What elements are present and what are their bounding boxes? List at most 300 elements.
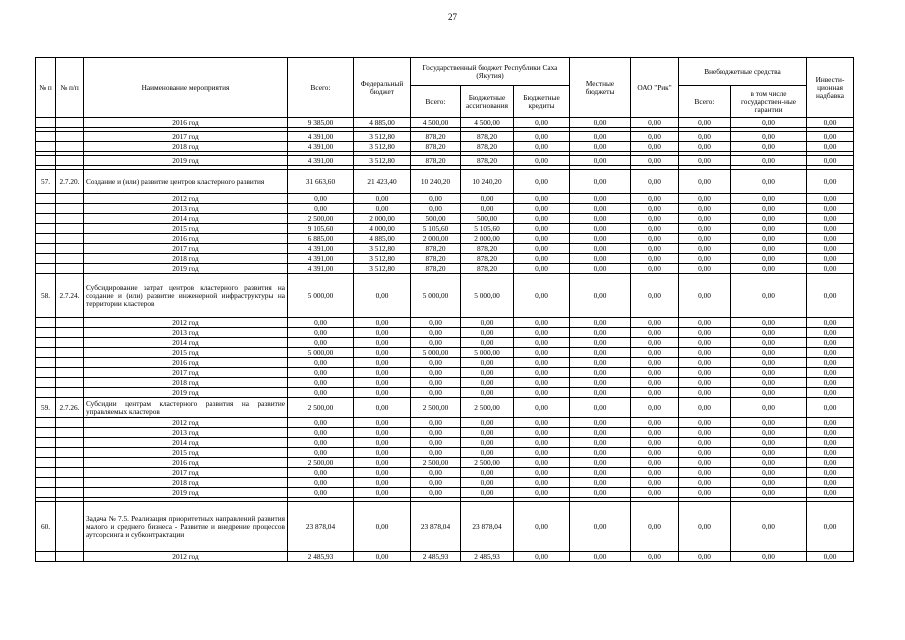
col-npp-header: № п/п (56, 58, 84, 118)
value-cell: 0,00 (631, 428, 679, 438)
empty-cell (56, 428, 84, 438)
year-label: 2012 год (84, 194, 288, 204)
value-cell: 0,00 (679, 398, 731, 418)
value-cell: 0,00 (570, 418, 631, 428)
value-cell: 0,00 (411, 368, 461, 378)
value-cell: 0,00 (731, 142, 807, 152)
value-cell: 0,00 (731, 328, 807, 338)
value-cell: 0,00 (679, 338, 731, 348)
empty-cell (36, 254, 56, 264)
value-cell: 0,00 (807, 224, 854, 234)
value-cell: 2 500,00 (288, 214, 354, 224)
value-cell: 0,00 (411, 478, 461, 488)
empty-cell (56, 338, 84, 348)
value-cell: 0,00 (514, 204, 570, 214)
value-cell: 0,00 (514, 338, 570, 348)
empty-cell (56, 358, 84, 368)
value-cell: 0,00 (631, 348, 679, 358)
value-cell: 0,00 (807, 488, 854, 498)
value-cell: 0,00 (514, 142, 570, 152)
value-cell: 6 885,00 (288, 234, 354, 244)
value-cell: 0,00 (288, 478, 354, 488)
budget-table (35, 57, 854, 562)
value-cell: 0,00 (514, 214, 570, 224)
empty-cell (56, 194, 84, 204)
value-cell: 0,00 (354, 358, 411, 368)
empty-cell (56, 244, 84, 254)
value-cell: 0,00 (354, 398, 411, 418)
value-cell: 0,00 (807, 438, 854, 448)
value-cell: 2 500,00 (411, 458, 461, 468)
year-label: 2017 год (84, 468, 288, 478)
value-cell: 0,00 (514, 388, 570, 398)
value-cell: 0,00 (731, 214, 807, 224)
value-cell: 0,00 (807, 368, 854, 378)
year-label: 2013 год (84, 428, 288, 438)
value-cell: 0,00 (631, 458, 679, 468)
year-row (36, 224, 854, 234)
value-cell: 0,00 (807, 358, 854, 368)
value-cell: 0,00 (514, 478, 570, 488)
item-code: 2.7.26. (56, 398, 84, 418)
value-cell: 0,00 (411, 438, 461, 448)
empty-cell (36, 214, 56, 224)
year-row (36, 488, 854, 498)
value-cell: 0,00 (679, 478, 731, 488)
empty-cell (56, 348, 84, 358)
value-cell: 0,00 (461, 204, 514, 214)
value-cell: 0,00 (807, 142, 854, 152)
value-cell: 0,00 (679, 388, 731, 398)
value-cell: 0,00 (807, 448, 854, 458)
value-cell: 0,00 (631, 118, 679, 128)
value-cell: 0,00 (411, 448, 461, 458)
item-code: 2.7.24. (56, 274, 84, 318)
item-name: Создание и (или) развитие центров кластерного развития (84, 170, 288, 194)
value-cell: 3 512,80 (354, 156, 411, 166)
value-cell: 0,00 (807, 328, 854, 338)
value-cell: 0,00 (514, 358, 570, 368)
value-cell: 0,00 (631, 204, 679, 214)
value-cell: 0,00 (731, 448, 807, 458)
year-label: 2019 год (84, 156, 288, 166)
value-cell: 0,00 (411, 468, 461, 478)
value-cell: 0,00 (288, 378, 354, 388)
value-cell: 0,00 (631, 552, 679, 562)
value-cell: 5 000,00 (461, 348, 514, 358)
value-cell: 2 485,93 (461, 552, 514, 562)
value-cell: 4 500,00 (411, 118, 461, 128)
value-cell: 0,00 (731, 118, 807, 128)
value-cell: 2 000,00 (411, 234, 461, 244)
value-cell: 0,00 (807, 318, 854, 328)
empty-cell (36, 224, 56, 234)
year-row (36, 234, 854, 244)
year-row (36, 194, 854, 204)
value-cell: 0,00 (514, 156, 570, 166)
col-total-header: Всего: (288, 58, 354, 118)
value-cell: 0,00 (354, 458, 411, 468)
empty-cell (36, 328, 56, 338)
item-number: 59. (36, 398, 56, 418)
value-cell: 0,00 (679, 170, 731, 194)
year-row (36, 448, 854, 458)
year-label: 2013 год (84, 204, 288, 214)
empty-cell (56, 552, 84, 562)
year-row (36, 204, 854, 214)
year-label: 2017 год (84, 368, 288, 378)
value-cell: 0,00 (631, 418, 679, 428)
value-cell: 0,00 (354, 318, 411, 328)
empty-cell (56, 264, 84, 274)
value-cell: 0,00 (288, 368, 354, 378)
value-cell: 0,00 (631, 378, 679, 388)
value-cell: 878,20 (461, 142, 514, 152)
value-cell: 0,00 (514, 348, 570, 358)
empty-cell (36, 418, 56, 428)
value-cell: 0,00 (679, 224, 731, 234)
value-cell: 0,00 (411, 318, 461, 328)
empty-cell (36, 468, 56, 478)
year-label: 2016 год (84, 118, 288, 128)
value-cell: 5 105,60 (461, 224, 514, 234)
item-row (36, 274, 854, 318)
empty-cell (36, 156, 56, 166)
value-cell: 0,00 (807, 468, 854, 478)
value-cell: 0,00 (731, 274, 807, 318)
value-cell: 0,00 (679, 348, 731, 358)
value-cell: 4 391,00 (288, 142, 354, 152)
value-cell: 0,00 (461, 468, 514, 478)
value-cell: 0,00 (570, 438, 631, 448)
value-cell: 0,00 (731, 254, 807, 264)
value-cell: 878,20 (461, 156, 514, 166)
value-cell: 0,00 (570, 254, 631, 264)
value-cell: 0,00 (411, 358, 461, 368)
col-federal-header: Федеральный бюджет (354, 58, 411, 118)
value-cell: 0,00 (411, 418, 461, 428)
col-state-group-header: Государственный бюджет Республики Саха (Якутия) (411, 58, 570, 86)
value-cell: 0,00 (679, 358, 731, 368)
empty-cell (36, 318, 56, 328)
value-cell: 0,00 (731, 552, 807, 562)
empty-cell (56, 224, 84, 234)
year-label: 2014 год (84, 338, 288, 348)
col-invest-header: Инвести-ционная надбавка (807, 58, 854, 118)
value-cell: 0,00 (631, 318, 679, 328)
value-cell: 0,00 (354, 368, 411, 378)
value-cell: 0,00 (731, 156, 807, 166)
empty-cell (56, 378, 84, 388)
value-cell: 4 885,00 (354, 118, 411, 128)
value-cell: 0,00 (731, 478, 807, 488)
value-cell: 0,00 (631, 502, 679, 552)
value-cell: 4 500,00 (461, 118, 514, 128)
value-cell: 0,00 (354, 488, 411, 498)
empty-cell (56, 388, 84, 398)
value-cell: 0,00 (570, 348, 631, 358)
value-cell: 0,00 (570, 338, 631, 348)
value-cell: 0,00 (411, 194, 461, 204)
empty-cell (36, 478, 56, 488)
value-cell: 878,20 (411, 142, 461, 152)
value-cell: 31 663,60 (288, 170, 354, 194)
empty-cell (36, 194, 56, 204)
year-row (36, 118, 854, 128)
value-cell: 0,00 (288, 194, 354, 204)
value-cell: 0,00 (631, 468, 679, 478)
empty-cell (36, 458, 56, 468)
value-cell: 0,00 (731, 338, 807, 348)
year-row (36, 264, 854, 274)
value-cell: 0,00 (731, 264, 807, 274)
value-cell: 4 391,00 (288, 132, 354, 142)
year-row (36, 132, 854, 142)
value-cell: 0,00 (411, 488, 461, 498)
value-cell: 0,00 (411, 428, 461, 438)
value-cell: 0,00 (570, 358, 631, 368)
year-label: 2013 год (84, 328, 288, 338)
value-cell: 0,00 (354, 338, 411, 348)
value-cell: 0,00 (807, 264, 854, 274)
value-cell: 0,00 (461, 338, 514, 348)
value-cell: 0,00 (679, 458, 731, 468)
year-row (36, 378, 854, 388)
value-cell: 0,00 (631, 254, 679, 264)
value-cell: 0,00 (461, 368, 514, 378)
value-cell: 0,00 (570, 170, 631, 194)
value-cell: 0,00 (514, 170, 570, 194)
item-number: 58. (36, 274, 56, 318)
value-cell: 0,00 (514, 552, 570, 562)
year-label: 2012 год (84, 318, 288, 328)
item-row (36, 398, 854, 418)
value-cell: 500,00 (411, 214, 461, 224)
value-cell: 3 512,80 (354, 254, 411, 264)
value-cell: 0,00 (807, 234, 854, 244)
value-cell: 0,00 (514, 194, 570, 204)
value-cell: 0,00 (461, 488, 514, 498)
value-cell: 4 391,00 (288, 254, 354, 264)
value-cell: 4 000,00 (354, 224, 411, 234)
value-cell: 0,00 (731, 458, 807, 468)
value-cell: 0,00 (354, 204, 411, 214)
value-cell: 0,00 (631, 214, 679, 224)
value-cell: 4 391,00 (288, 156, 354, 166)
year-row (36, 254, 854, 264)
value-cell: 0,00 (411, 328, 461, 338)
value-cell: 0,00 (570, 194, 631, 204)
empty-cell (56, 318, 84, 328)
value-cell: 878,20 (461, 244, 514, 254)
value-cell: 9 105,60 (288, 224, 354, 234)
value-cell: 0,00 (807, 338, 854, 348)
value-cell: 0,00 (570, 234, 631, 244)
value-cell: 0,00 (731, 244, 807, 254)
value-cell: 0,00 (570, 274, 631, 318)
empty-cell (56, 488, 84, 498)
value-cell: 0,00 (631, 398, 679, 418)
value-cell: 0,00 (461, 418, 514, 428)
value-cell: 2 000,00 (461, 234, 514, 244)
item-name: Задача № 7.5. Реализация приоритетных направлений развития малого и среднего бизнеса - Развитие и внедрение процессов аутсорсинга и субконтрактации (84, 502, 288, 552)
year-label: 2018 год (84, 378, 288, 388)
value-cell: 0,00 (807, 348, 854, 358)
value-cell: 0,00 (514, 254, 570, 264)
value-cell: 0,00 (514, 378, 570, 388)
value-cell: 0,00 (731, 388, 807, 398)
value-cell: 0,00 (807, 388, 854, 398)
value-cell: 0,00 (288, 418, 354, 428)
value-cell: 0,00 (731, 358, 807, 368)
value-cell: 0,00 (807, 458, 854, 468)
value-cell: 2 500,00 (288, 398, 354, 418)
value-cell: 0,00 (631, 132, 679, 142)
value-cell: 0,00 (514, 224, 570, 234)
value-cell: 0,00 (570, 118, 631, 128)
empty-cell (56, 438, 84, 448)
col-extra-group-header: Внебюджетные средства (679, 58, 807, 86)
value-cell: 3 512,80 (354, 244, 411, 254)
empty-cell (36, 488, 56, 498)
year-label: 2014 год (84, 438, 288, 448)
value-cell: 0,00 (288, 448, 354, 458)
year-label: 2018 год (84, 478, 288, 488)
value-cell: 0,00 (731, 170, 807, 194)
value-cell: 0,00 (679, 204, 731, 214)
col-state-total-header: Всего: (411, 86, 461, 118)
value-cell: 0,00 (631, 388, 679, 398)
col-np-header: № п (36, 58, 56, 118)
value-cell: 0,00 (570, 156, 631, 166)
value-cell: 0,00 (411, 388, 461, 398)
empty-cell (56, 478, 84, 488)
year-label: 2018 год (84, 142, 288, 152)
item-name: Субсидии центрам кластерного развития на развитие управляемых кластеров (84, 398, 288, 418)
value-cell: 0,00 (679, 502, 731, 552)
item-name: Субсидирование затрат центров кластерного развития на создание и (или) развитие инженерной инфраструктуры на территории кластеров (84, 274, 288, 318)
empty-cell (36, 348, 56, 358)
value-cell: 878,20 (411, 264, 461, 274)
empty-cell (56, 204, 84, 214)
value-cell: 0,00 (570, 448, 631, 458)
value-cell: 0,00 (807, 194, 854, 204)
value-cell: 0,00 (570, 132, 631, 142)
value-cell: 0,00 (354, 438, 411, 448)
value-cell: 0,00 (679, 438, 731, 448)
value-cell: 0,00 (461, 388, 514, 398)
value-cell: 0,00 (807, 378, 854, 388)
empty-cell (36, 244, 56, 254)
empty-cell (36, 118, 56, 128)
value-cell: 0,00 (679, 274, 731, 318)
value-cell: 0,00 (679, 132, 731, 142)
year-label: 2012 год (84, 418, 288, 428)
value-cell: 0,00 (807, 502, 854, 552)
empty-cell (36, 378, 56, 388)
year-label: 2019 год (84, 264, 288, 274)
value-cell: 878,20 (411, 132, 461, 142)
value-cell: 500,00 (461, 214, 514, 224)
year-row (36, 388, 854, 398)
value-cell: 0,00 (679, 156, 731, 166)
item-number: 60. (36, 502, 56, 552)
value-cell: 0,00 (631, 224, 679, 234)
value-cell: 0,00 (514, 274, 570, 318)
value-cell: 4 391,00 (288, 244, 354, 254)
value-cell: 0,00 (731, 398, 807, 418)
value-cell: 878,20 (461, 264, 514, 274)
value-cell: 0,00 (807, 118, 854, 128)
year-label: 2018 год (84, 254, 288, 264)
year-label: 2017 год (84, 244, 288, 254)
value-cell: 2 485,93 (288, 552, 354, 562)
empty-cell (56, 368, 84, 378)
value-cell: 0,00 (514, 118, 570, 128)
year-row (36, 318, 854, 328)
empty-cell (36, 142, 56, 152)
value-cell: 0,00 (570, 142, 631, 152)
value-cell: 0,00 (461, 448, 514, 458)
value-cell: 0,00 (288, 438, 354, 448)
value-cell: 0,00 (288, 204, 354, 214)
value-cell: 0,00 (411, 378, 461, 388)
item-code (56, 502, 84, 552)
value-cell: 0,00 (514, 438, 570, 448)
value-cell: 0,00 (807, 156, 854, 166)
year-label: 2019 год (84, 488, 288, 498)
value-cell: 0,00 (354, 448, 411, 458)
value-cell: 0,00 (807, 170, 854, 194)
value-cell: 0,00 (731, 428, 807, 438)
value-cell: 0,00 (631, 142, 679, 152)
year-label: 2016 год (84, 458, 288, 468)
value-cell: 0,00 (461, 318, 514, 328)
value-cell: 0,00 (514, 488, 570, 498)
value-cell: 0,00 (679, 448, 731, 458)
year-row (36, 142, 854, 152)
value-cell: 2 485,93 (411, 552, 461, 562)
year-row (36, 338, 854, 348)
value-cell: 0,00 (354, 502, 411, 552)
value-cell: 0,00 (570, 224, 631, 234)
value-cell: 0,00 (354, 328, 411, 338)
value-cell: 0,00 (679, 194, 731, 204)
item-row (36, 170, 854, 194)
value-cell: 0,00 (731, 318, 807, 328)
empty-cell (36, 264, 56, 274)
empty-cell (56, 254, 84, 264)
empty-cell (36, 358, 56, 368)
value-cell: 0,00 (731, 204, 807, 214)
value-cell: 0,00 (461, 328, 514, 338)
year-row (36, 368, 854, 378)
value-cell: 0,00 (570, 478, 631, 488)
empty-cell (56, 132, 84, 142)
value-cell: 2 500,00 (461, 398, 514, 418)
value-cell: 0,00 (631, 488, 679, 498)
value-cell: 0,00 (631, 448, 679, 458)
table-body (36, 118, 854, 562)
value-cell: 0,00 (570, 318, 631, 328)
value-cell: 5 000,00 (288, 274, 354, 318)
value-cell: 0,00 (354, 348, 411, 358)
value-cell: 0,00 (807, 204, 854, 214)
value-cell: 0,00 (514, 132, 570, 142)
empty-cell (36, 552, 56, 562)
col-name-header: Наименование мероприятия (84, 58, 288, 118)
value-cell: 0,00 (679, 368, 731, 378)
